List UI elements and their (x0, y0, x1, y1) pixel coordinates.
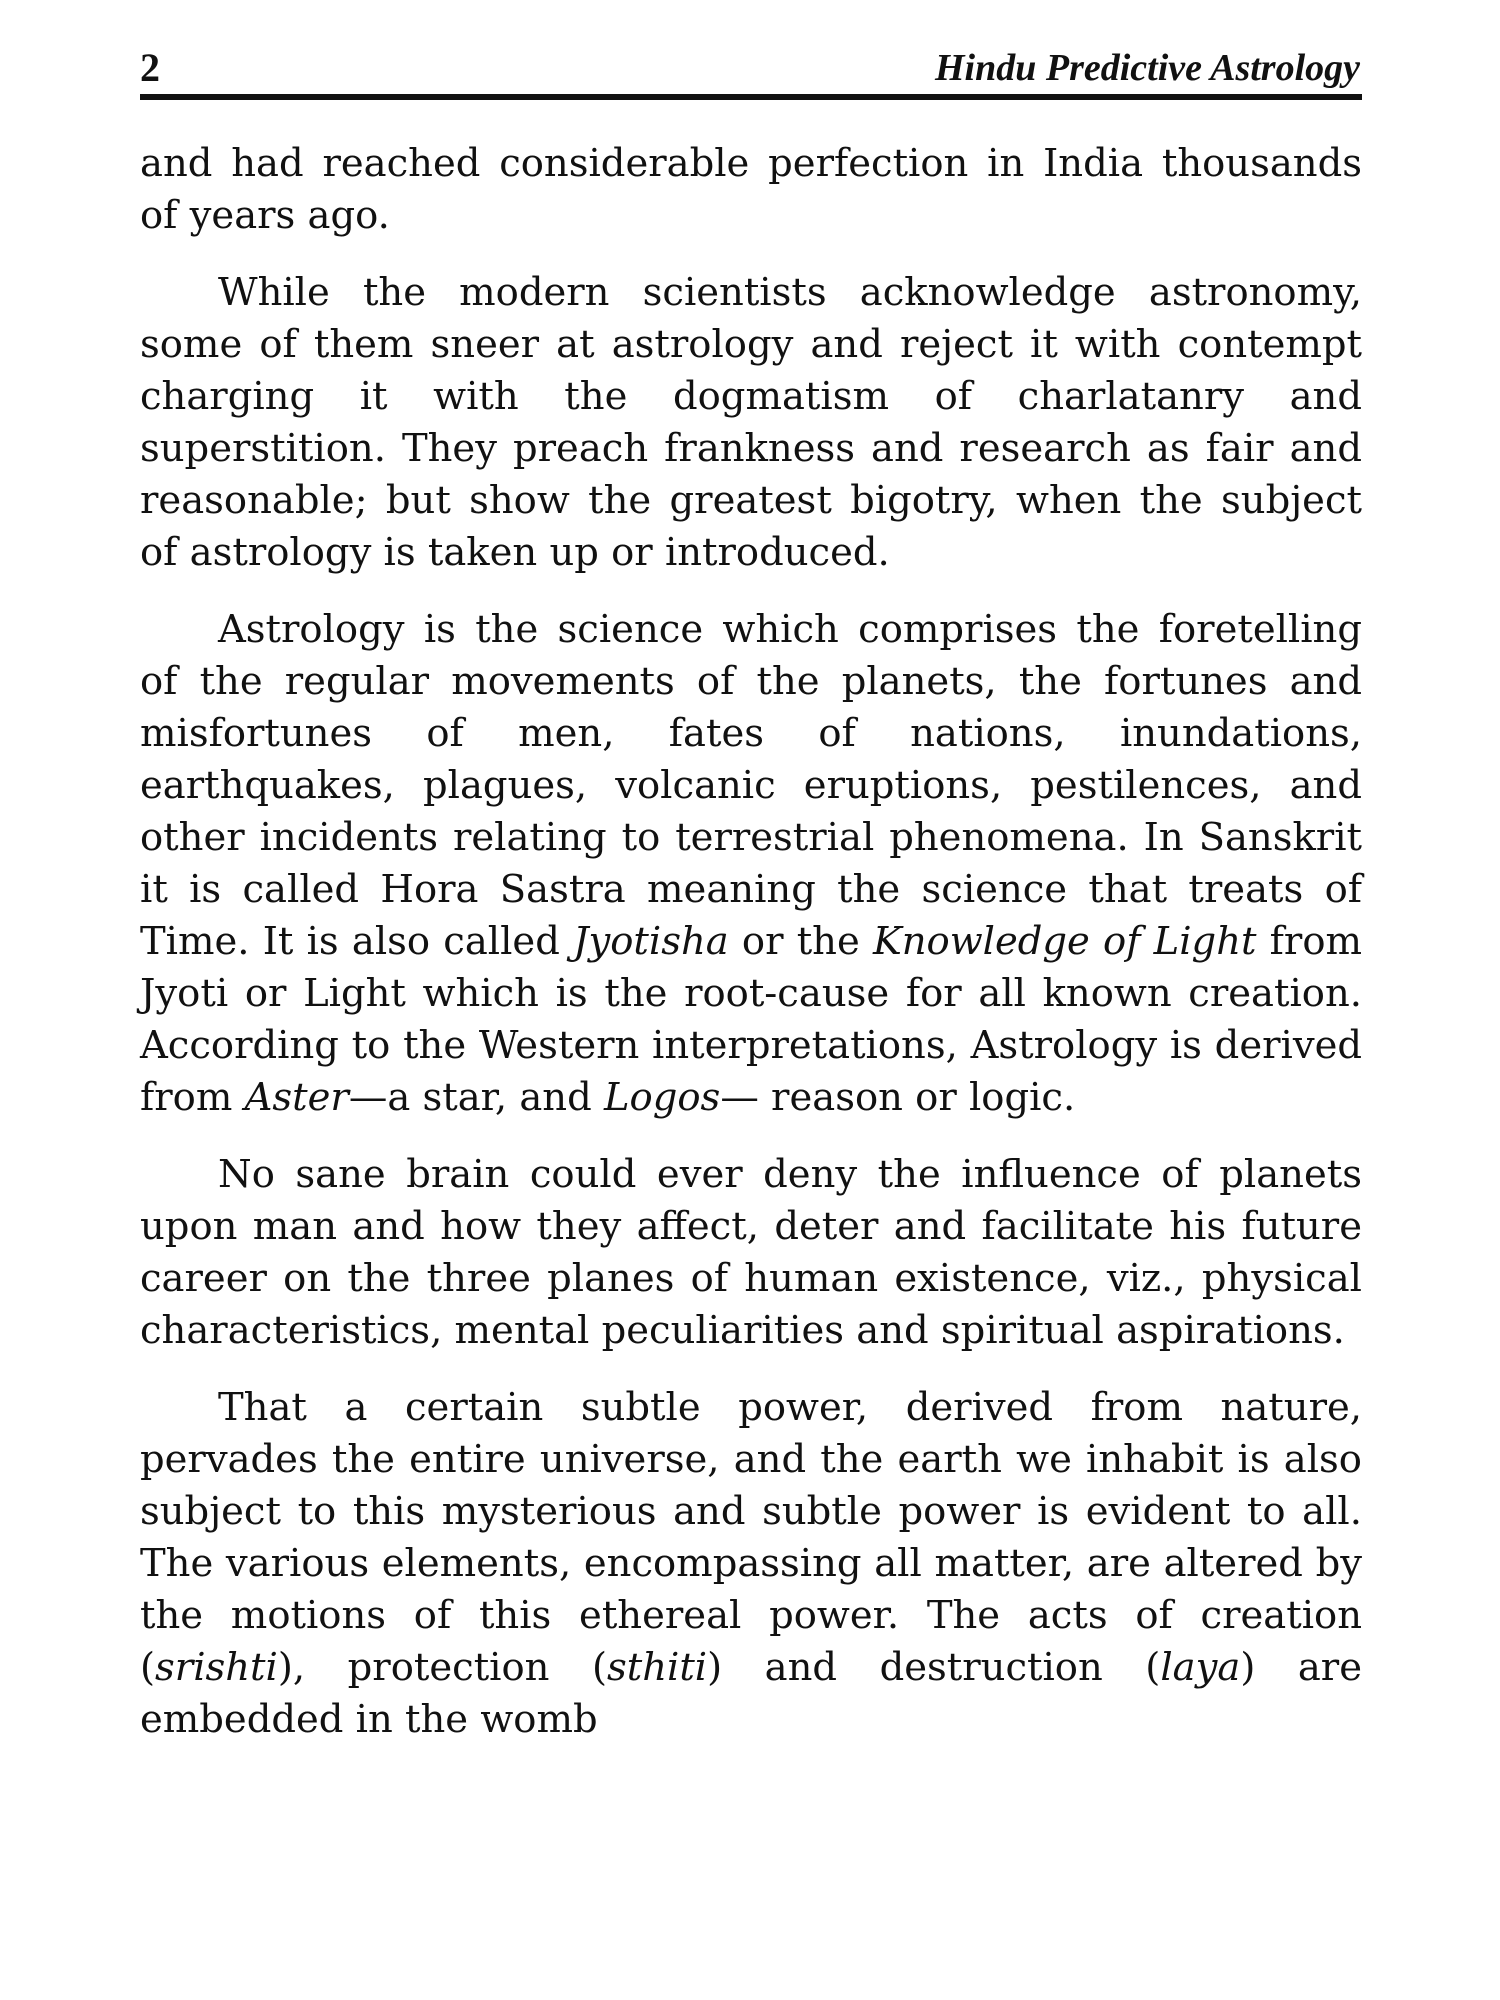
paragraph-text: from Jyoti or Light which is the root-cause for all known creation. According to the Western interpretations, Astrology is derived from (140, 919, 1363, 1120)
paragraph-astrology-definition (140, 604, 1362, 1124)
paragraph-text: While the modern scientists acknowledge astronomy, some of them sneer at astrology and reject it with contempt charging it with the dogmatism of charlatanry and superstition. They preach frankness and research as fair and reasonable; but show the greatest bigotry, when the subject of astrology is taken up or introduced. (140, 270, 1362, 575)
paragraph-text: and had reached considerable perfection in India thousands of years ago. (140, 141, 1362, 238)
italic-term-laya: laya (1160, 1645, 1241, 1690)
paragraph-continuation (140, 138, 1362, 242)
paragraph-text: —a star, and (348, 1075, 604, 1120)
paragraph-subtle-power (140, 1382, 1362, 1746)
paragraph-text: — reason or logic. (720, 1075, 1076, 1120)
paragraph-text: ), protection ( (277, 1645, 607, 1690)
italic-term-sthiti: sthiti (607, 1645, 708, 1690)
page-header (140, 40, 1360, 96)
body-text (140, 138, 1362, 1771)
italic-term-aster: Aster (244, 1075, 349, 1120)
italic-term-jyotisha: Jyotisha (573, 919, 729, 964)
paragraph-text: Astrology is the science which comprises the foretelling of the regular movements of the planets, the fortunes and misfortunes of men, fates of nations, inundations, earthquakes, plagues, volcanic eruptions, pestilences, and other incidents relating to terrestrial phenomena. In Sanskrit it is called Hora Sastra meaning the science that treats of Time. It is also called (140, 607, 1362, 964)
page-number: 2 (140, 45, 160, 90)
italic-term-knowledge-of-light: Knowledge of Light (872, 919, 1257, 964)
italic-term-srishti: srishti (155, 1645, 278, 1690)
italic-term-logos: Logos (603, 1075, 721, 1120)
paragraph-influence-of-planets (140, 1149, 1362, 1357)
paragraph-text: That a certain subtle power, derived from nature, pervades the entire universe, and the earth we inhabit is also subject to this mysterious and subtle power is evident to all. The various elements, encompassing all matter, are altered by the motions of this ethereal power. The acts of creation ( (140, 1385, 1362, 1690)
paragraph-text: ) are embedded in the womb (140, 1645, 1362, 1742)
paragraph-scientists (140, 267, 1362, 579)
running-title: Hindu Predictive Astrology (934, 47, 1360, 89)
paragraph-text: ) and destruction ( (707, 1645, 1161, 1690)
paragraph-text: No sane brain could ever deny the influence of planets upon man and how they affect, deter and facilitate his future career on the three planes of human existence, viz., physical characteristics, mental peculiarities and spiritual aspirations. (140, 1152, 1362, 1353)
header-rule (140, 94, 1362, 100)
paragraph-text: or the (728, 919, 873, 964)
